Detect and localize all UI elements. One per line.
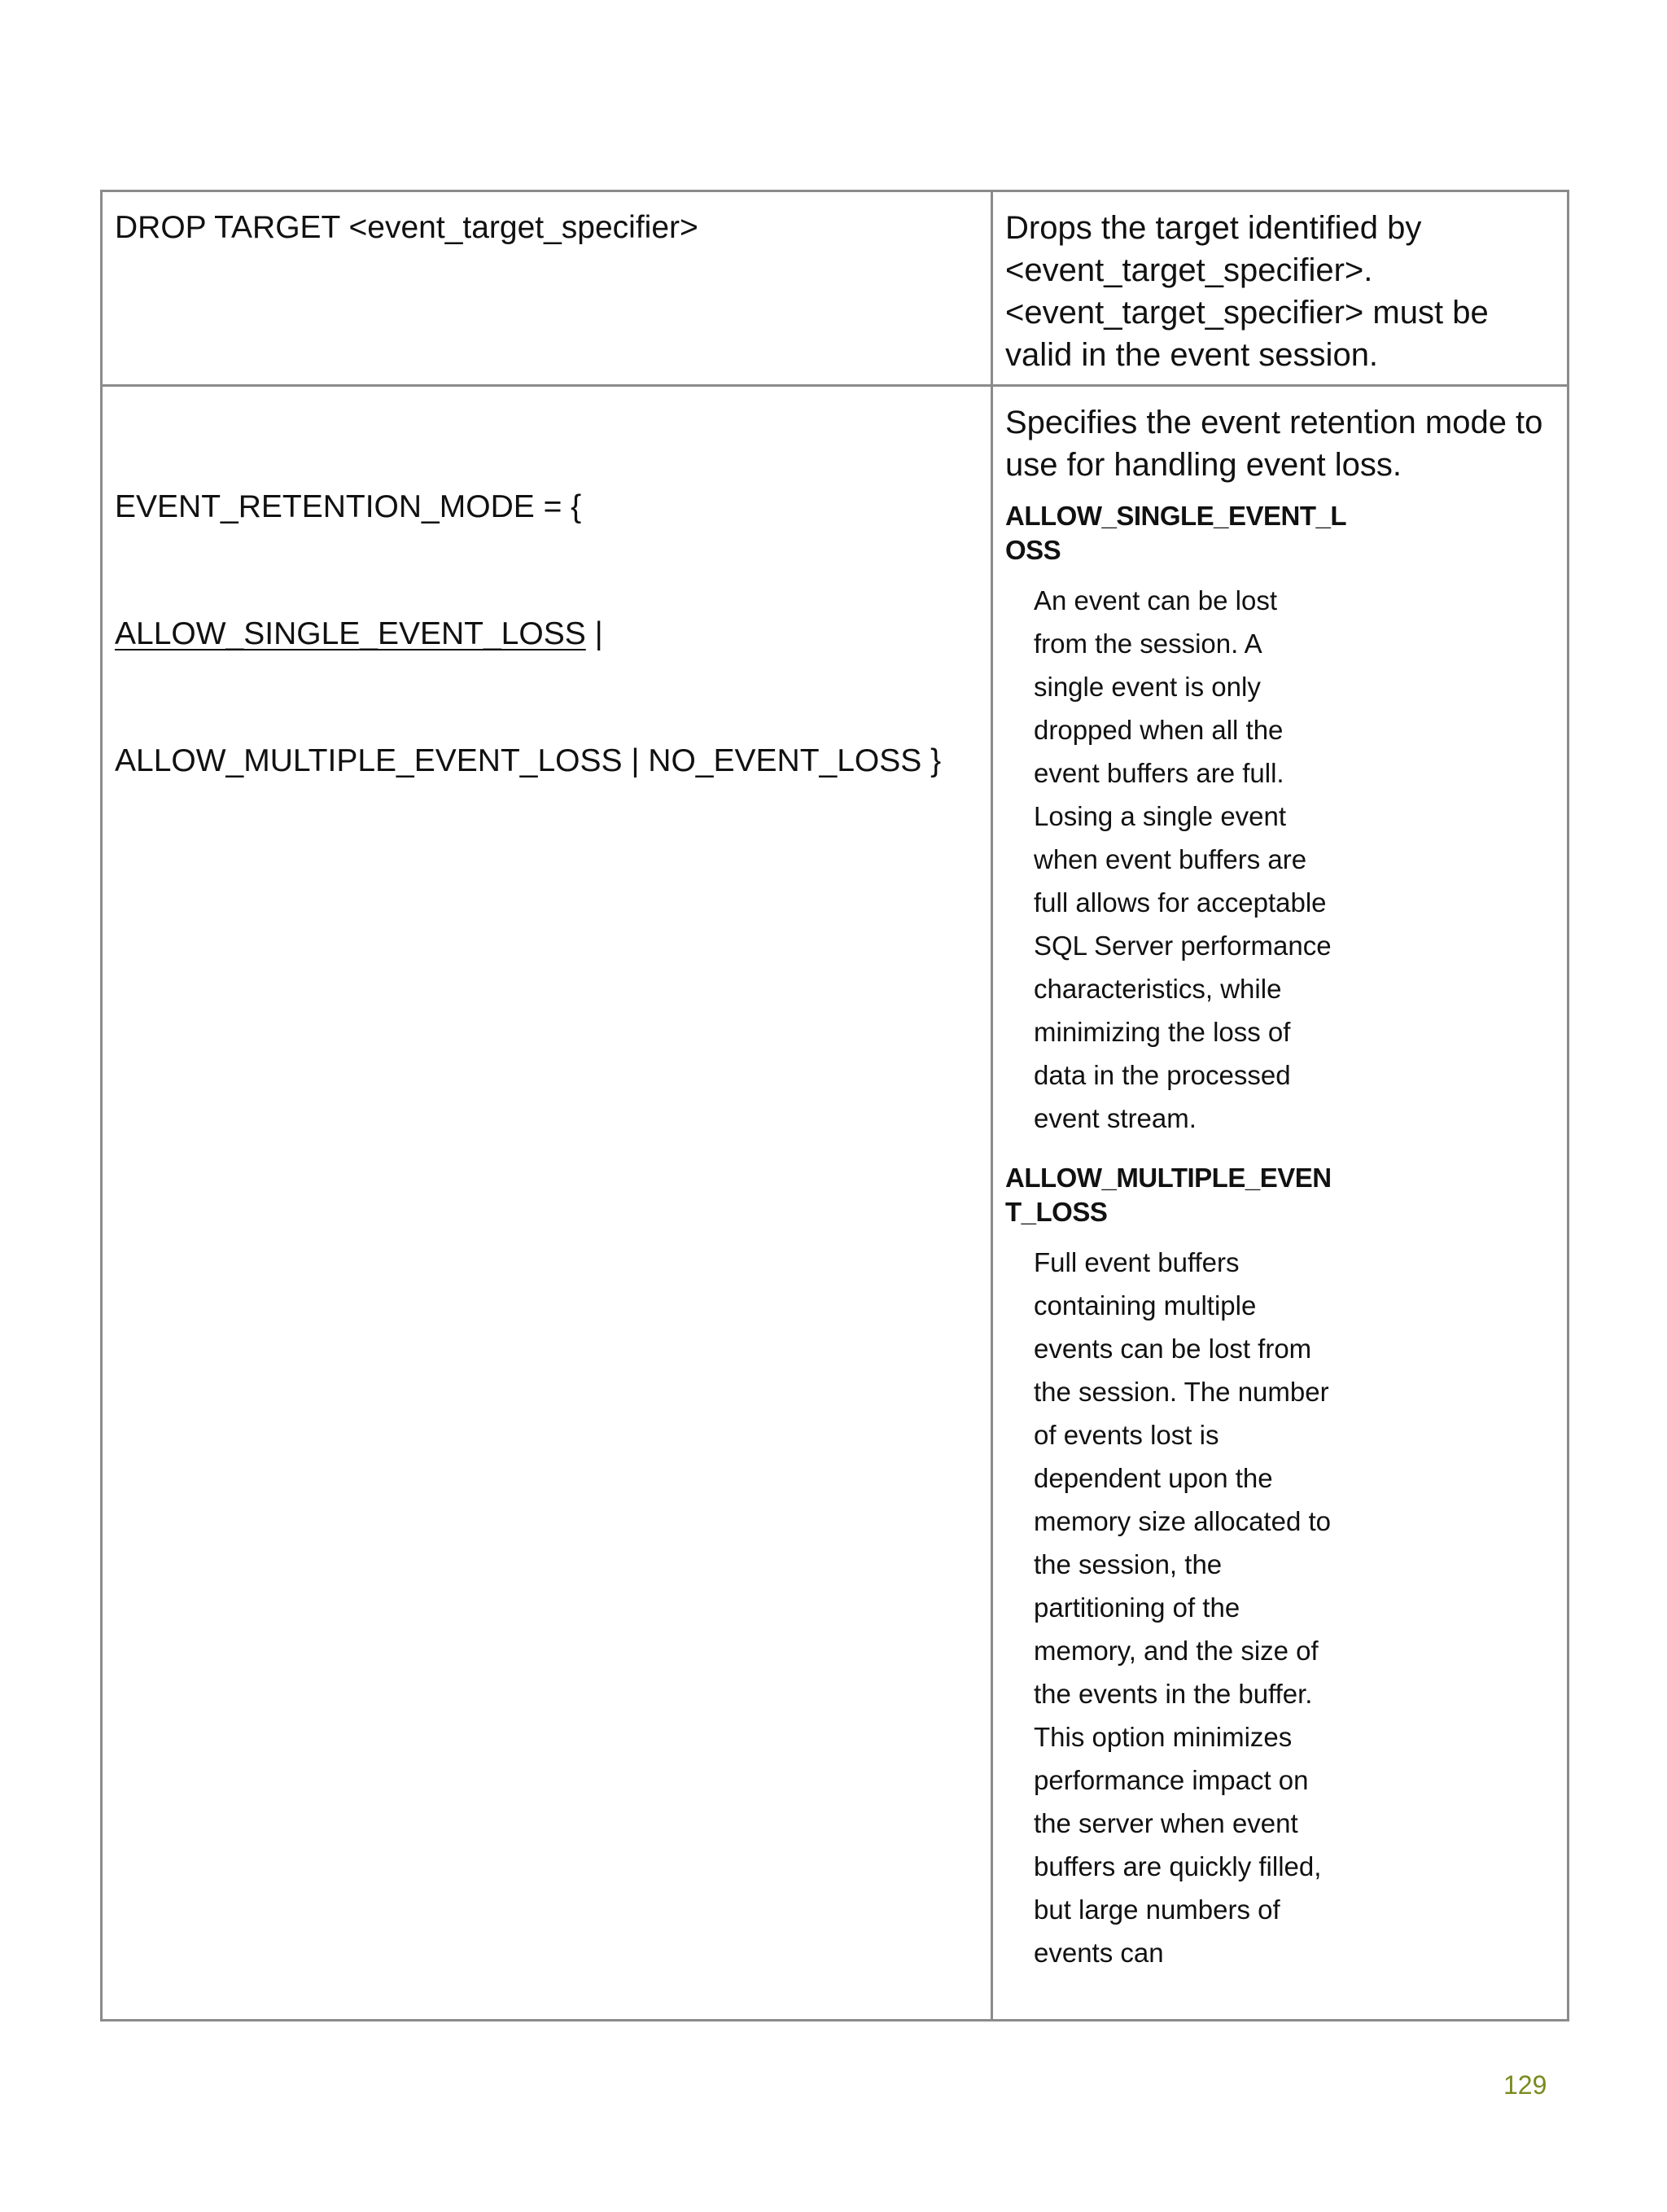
description-cell bbox=[992, 386, 1569, 2021]
table-row-drop-target bbox=[102, 191, 1569, 386]
syntax-cell bbox=[102, 386, 992, 2021]
option-heading: ALLOW_MULTIPLE_EVENT_LOSS bbox=[1005, 1163, 1332, 1227]
description-text: Drops the target identified by <event_target_specifier>. <event_target_specifier> must be valid in the event session. bbox=[1005, 210, 1489, 373]
option-description: An event can be lost from the session. A single event is only dropped when all the event buffers are full. Losing a single event when event buffers are full allows for acceptable SQL Server performance characteristics, while minimizing the loss of data in the processed event stream. bbox=[1034, 585, 1332, 1133]
syntax-text bbox=[115, 401, 979, 867]
page-number: 129 bbox=[1503, 2070, 1547, 2100]
option-table bbox=[100, 190, 1569, 2021]
default-option-underlined: ALLOW_SINGLE_EVENT_LOSS bbox=[115, 616, 586, 651]
option-description: Full event buffers containing multiple events can be lost from the session. The number of events lost is dependent upon the memory size allocated to the session, the partitioning of the memory, and the size of the events in the buffer. This option minimizes performance impact on the server when event buffers are quickly filled, but large numbers of events can bbox=[1034, 1247, 1331, 1968]
description-cell bbox=[992, 191, 1569, 386]
syntax-separator: | bbox=[585, 616, 603, 651]
syntax-text: DROP TARGET <event_target_specifier> bbox=[115, 210, 698, 245]
syntax-line: ALLOW_MULTIPLE_EVENT_LOSS | NO_EVENT_LOSS } bbox=[115, 743, 942, 778]
option-heading: ALLOW_SINGLE_EVENT_LOSS bbox=[1005, 501, 1347, 565]
syntax-line bbox=[115, 613, 979, 655]
syntax-line: EVENT_RETENTION_MODE = { bbox=[115, 489, 582, 524]
description-text: Specifies the event retention mode to use for handling event loss. bbox=[1005, 405, 1543, 483]
table-row-event-retention-mode bbox=[102, 386, 1569, 2021]
syntax-cell bbox=[102, 191, 992, 386]
